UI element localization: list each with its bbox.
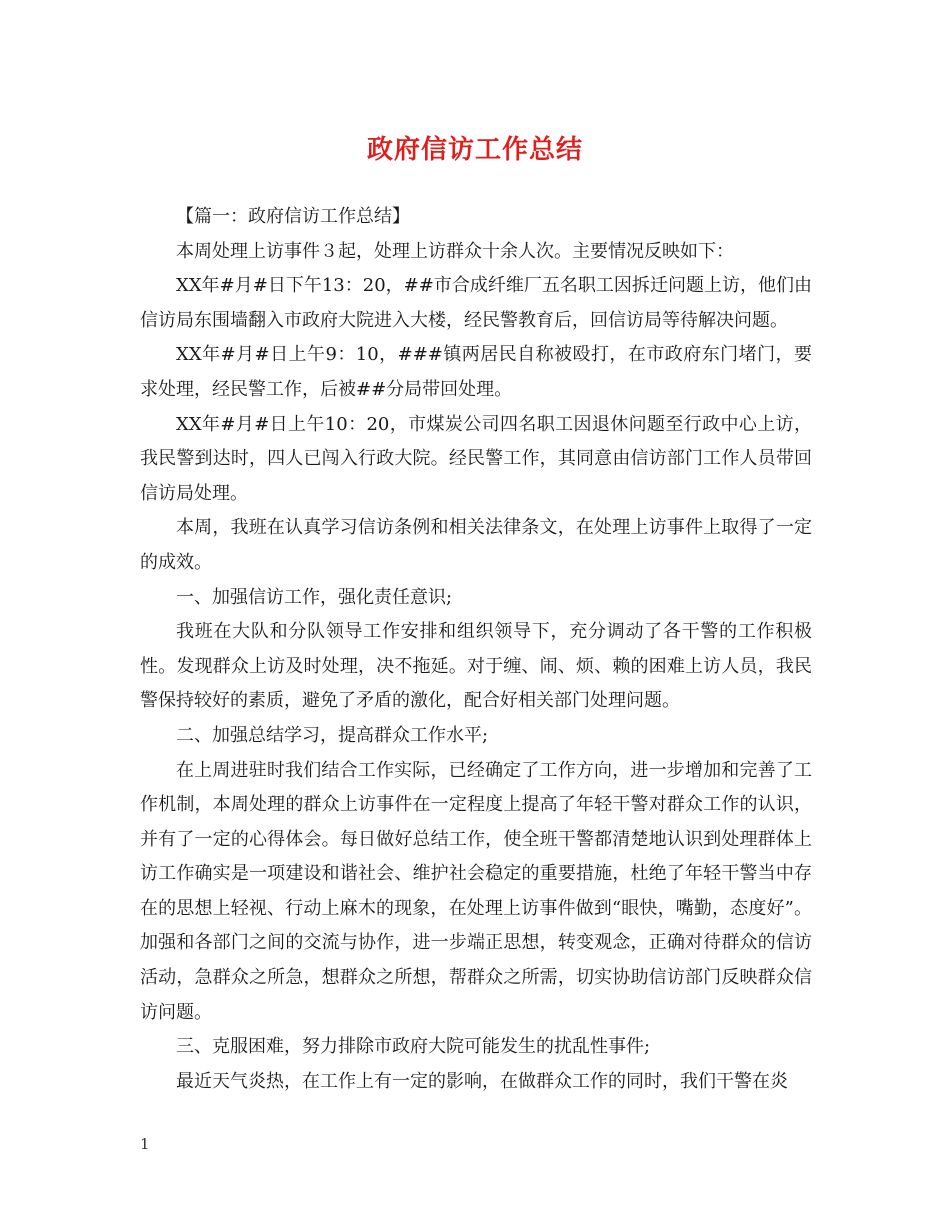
paragraph-weekly-result: 本周，我班在认真学习信访条例和相关法律条文，在处理上访事件上取得了一定的成效。 [140, 517, 812, 573]
paragraph-section-3: 最近天气炎热，在工作上有一定的影响，在做群众工作的同时，我们干警在炎 [176, 1070, 788, 1092]
section-heading-2: 二、加强总结学习，提高群众工作水平; [176, 724, 489, 746]
page-number: 1 [140, 1135, 150, 1153]
section-heading-1: 一、加强信访工作，强化责任意识; [176, 586, 453, 608]
section-heading-3: 三、克服困难，努力排除市政府大院可能发生的扰乱性事件; [176, 1036, 651, 1058]
paragraph-summary: 本周处理上访事件３起，处理上访群众十余人次。主要情况反映如下： [176, 240, 734, 262]
paragraph-section-1: 我班在大队和分队领导工作安排和组织领导下，充分调动了各干警的工作积极性。发现群众上访及时处理，决不拖延。对于缠、闹、烦、赖的困难上访人员，我民警保持较好的素质，避免了矛盾的激化，配合好相关部门处理问题。 [140, 621, 812, 712]
paragraph-incident-3: XX年#月#日上午10：20，市煤炭公司四名职工因退休问题至行政中心上访，我民警到达时，四人已闯入行政大院。经民警工作，其同意由信访部门工作人员带回信访局处理。 [140, 413, 812, 504]
document-title: 政府信访工作总结 [366, 135, 583, 165]
paragraph-section-2: 在上周进驻时我们结合工作实际，已经确定了工作方向，进一步增加和完善了工作机制，本周处理的群众上访事件在一定程度上提高了年轻干警对群众工作的认识，并有了一定的心得体会。每日做好总结工作，使全班干警都清楚地认识到处理群体上访工作确实是一项建设和谐社会、维护社会稳定的重要措施，杜绝了年轻干警当中存在的思想上轻视、行动上麻木的现象，在处理上访事件做到“眼快，嘴勤，态度好”。加强和各部门之间的交流与协作，进一步端正思想，转变观念，正确对待群众的信访活动，急群众之所急，想群众之所想，帮群众之所需，切实协助信访部门反映群众信访问题。 [140, 759, 812, 1023]
document-body [140, 200, 812, 1099]
paragraph-incident-1: XX年#月#日下午13：20，##市合成纤维厂五名职工因拆迁问题上访，他们由信访局东围墙翻入市政府大院进入大楼，经民警教育后，回信访局等待解决问题。 [140, 275, 812, 331]
section-heading-part-one: 【篇一：政府信访工作总结】 [176, 206, 410, 227]
paragraph-incident-2: XX年#月#日上午9：10，###镇两居民自称被殴打，在市政府东门堵门，要求处理，经民警工作，后被##分局带回处理。 [140, 344, 812, 400]
